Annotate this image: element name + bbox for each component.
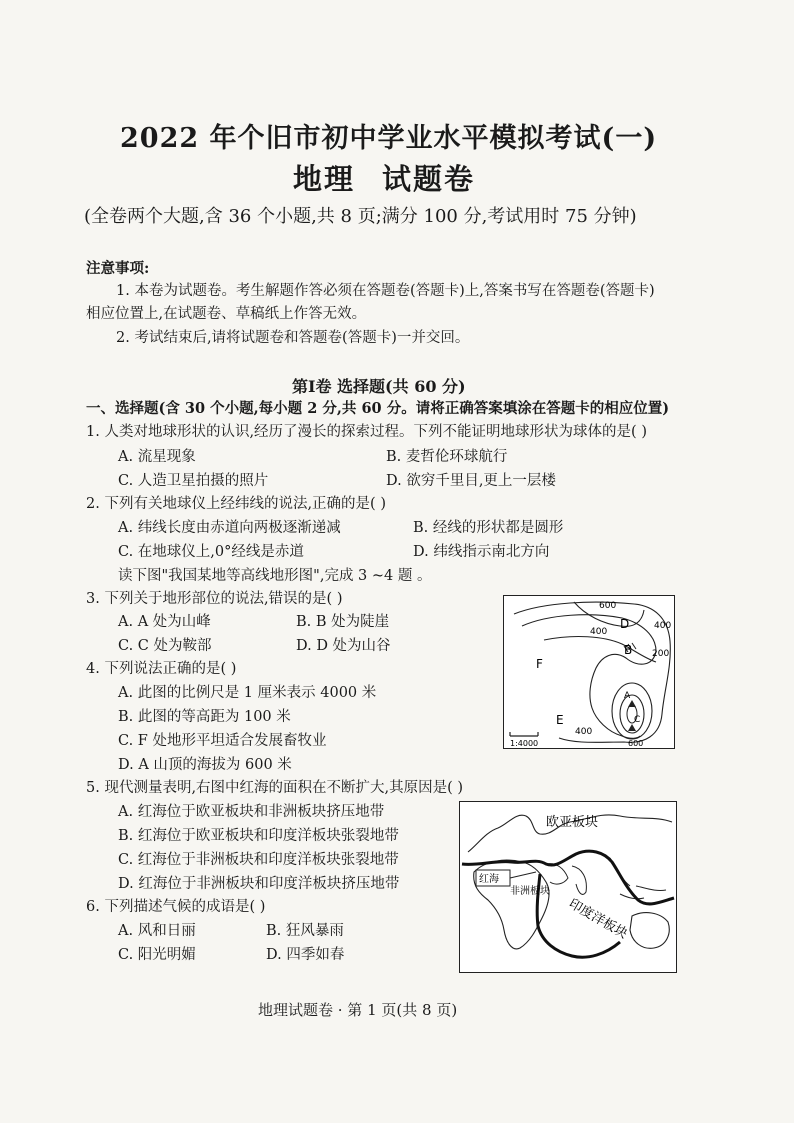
exam-title: 2022 年个旧市初中学业水平模拟考试(一) <box>120 123 658 154</box>
question-2-option-a: A. 纬线长度由赤道向两极逐渐递减 <box>118 520 341 536</box>
arabia-india-outline <box>546 864 586 895</box>
question-4-option-d: D. A 山顶的海拔为 600 米 <box>118 757 292 773</box>
question-4-option-c: C. F 处地形平坦适合发展畜牧业 <box>118 733 327 749</box>
question-2-stem: 2. 下列有关地球仪上经纬线的说法,正确的是( ) <box>86 496 386 512</box>
eurasian-plate-label: 欧亚板块 <box>546 815 599 830</box>
point-f-label: F <box>536 657 543 671</box>
notice-item-1-line-1: 1. 本卷为试题卷。考生解题作答必须在答题卷(答题卡)上,答案书写在答题卷(答题卡) <box>116 283 655 299</box>
contour-map <box>503 595 675 749</box>
question-2-option-d: D. 纬线指示南北方向 <box>413 544 550 560</box>
figure-reading-instruction: 读下图"我国某地等高线地形图",完成 3 ~4 题 。 <box>118 568 432 584</box>
exam-scope: (全卷两个大题,含 36 个小题,共 8 页;满分 100 分,考试用时 75 分钟) <box>84 206 637 227</box>
section-1-instructions: 一、选择题(含 30 个小题,每小题 2 分,共 60 分。请将正确答案填涂在答题卡的相应位置) <box>86 400 670 417</box>
notice-heading: 注意事项: <box>86 260 150 277</box>
contour-map-drawing <box>504 596 674 748</box>
plate-map-drawing <box>460 802 676 972</box>
contour-label-200-right: 200 <box>652 649 670 659</box>
indian-ocean-plate-label: 印度洋板块 <box>566 896 630 942</box>
question-5-stem: 5. 现代测量表明,右图中红海的面积在不断扩大,其原因是( ) <box>86 780 464 796</box>
southeast-asia-coastline <box>610 858 666 899</box>
question-3-option-a: A. A 处为山峰 <box>118 614 211 630</box>
question-4-option-a: A. 此图的比例尺是 1 厘米表示 4000 米 <box>118 685 377 701</box>
question-1-option-b: B. 麦哲伦环球航行 <box>386 449 508 465</box>
question-5-option-b: B. 红海位于欧亚板块和印度洋板块张裂地带 <box>118 828 399 844</box>
plate-map <box>459 801 677 973</box>
question-1-stem: 1. 人类对地球形状的认识,经历了漫长的探索过程。下列不能证明地球形状为球体的是( ) <box>86 424 647 440</box>
contour-label-400-bottom: 400 <box>575 727 593 737</box>
question-3-option-d: D. D 处为山谷 <box>296 638 391 654</box>
question-6-option-d: D. 四季如春 <box>266 947 345 963</box>
peak-c-symbol <box>628 724 636 731</box>
question-6-option-a: A. 风和日丽 <box>118 923 196 939</box>
question-5-option-a: A. 红海位于欧亚板块和非洲板块挤压地带 <box>118 804 385 820</box>
question-3-option-b: B. B 处为陡崖 <box>296 614 390 630</box>
question-1-option-c: C. 人造卫星拍摄的照片 <box>118 473 269 489</box>
point-c-label: C <box>634 715 641 725</box>
notice-item-1-line-2: 相应位置上,在试题卷、草稿纸上作答无效。 <box>86 306 367 322</box>
african-plate-label: 非洲板块 <box>510 886 550 897</box>
question-6-option-c: C. 阳光明媚 <box>118 947 196 963</box>
scale-label: 1:4000 <box>510 739 539 748</box>
point-d-label: D <box>620 617 630 631</box>
contour-200-line <box>514 602 670 742</box>
contour-inner-line <box>544 637 656 662</box>
contour-label-600-bottom: 600 <box>628 739 644 748</box>
paper-title: 试题卷 <box>382 162 476 196</box>
question-3-stem: 3. 下列关于地形部位的说法,错误的是( ) <box>86 591 343 607</box>
contour-label-400-right: 400 <box>654 621 672 631</box>
question-2-option-c: C. 在地球仪上,0°经线是赤道 <box>118 544 304 560</box>
question-1-option-a: A. 流星现象 <box>118 449 196 465</box>
point-e-label: E <box>556 713 564 727</box>
question-6-stem: 6. 下列描述气候的成语是( ) <box>86 899 266 915</box>
question-5-option-c: C. 红海位于非洲板块和印度洋板块张裂地带 <box>118 852 399 868</box>
question-2-option-b: B. 经线的形状都是圆形 <box>413 520 564 536</box>
red-sea-pointer <box>510 872 536 878</box>
question-4-option-b: B. 此图的等高距为 100 米 <box>118 709 291 725</box>
notice-item-2: 2. 考试结束后,请将试题卷和答题卷(答题卡)一并交回。 <box>116 330 470 346</box>
point-b-label: B <box>624 643 633 657</box>
contour-label-400-top: 400 <box>590 627 608 637</box>
australia-outline <box>630 913 669 949</box>
question-3-option-c: C. C 处为鞍部 <box>118 638 212 654</box>
question-5-option-d: D. 红海位于非洲板块和印度洋板块挤压地带 <box>118 876 400 892</box>
question-4-stem: 4. 下列说法正确的是( ) <box>86 661 237 677</box>
part-1-title: 第Ⅰ卷 选择题(共 60 分) <box>292 377 466 396</box>
red-sea-label: 红海 <box>479 874 499 885</box>
peak-a-symbol <box>628 700 636 707</box>
point-a-label: A <box>624 691 631 701</box>
question-6-option-b: B. 狂风暴雨 <box>266 923 344 939</box>
page-footer: 地理试题卷 · 第 1 页(共 8 页) <box>258 1001 458 1019</box>
question-1-option-d: D. 欲穷千里目,更上一层楼 <box>386 473 556 489</box>
contour-label-600-top: 600 <box>599 601 617 611</box>
subject-title: 地理 <box>293 162 356 196</box>
